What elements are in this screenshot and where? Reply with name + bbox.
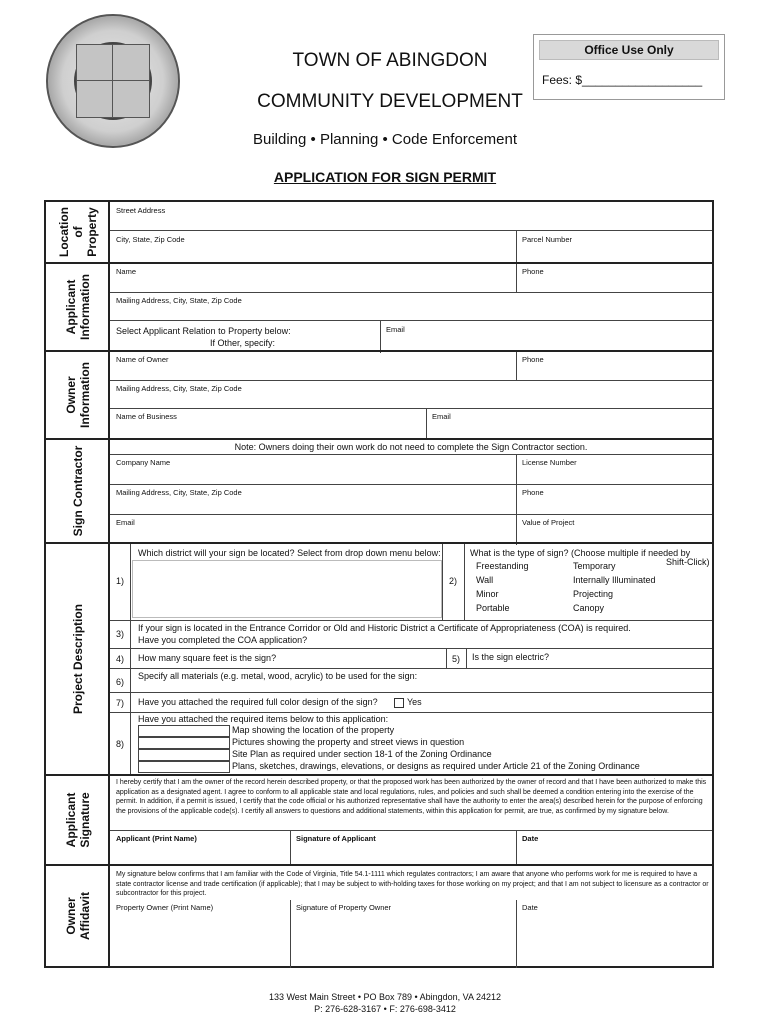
owner-phone-field[interactable]: Phone [522, 355, 544, 364]
section-label: Project Description [71, 603, 85, 715]
divider [290, 900, 291, 968]
department-title: COMMUNITY DEVELOPMENT [257, 91, 523, 112]
divider [130, 621, 131, 649]
divider [442, 544, 443, 620]
divider [130, 649, 131, 669]
attachment-checkbox[interactable] [138, 749, 230, 761]
coa-completed-question[interactable]: Have you completed the COA application? [138, 635, 308, 645]
design-row [110, 692, 712, 712]
sqft-row [110, 648, 712, 668]
section-label: Sign Contractor [71, 445, 85, 537]
form-title: APPLICATION FOR SIGN PERMIT [273, 169, 497, 185]
sign-type-option[interactable]: Internally Illuminated [573, 575, 656, 585]
sign-type-option[interactable]: Temporary [573, 561, 616, 571]
affidavit-section [46, 864, 712, 966]
applicant-phone-field[interactable]: Phone [522, 267, 544, 276]
owner-section [46, 350, 712, 438]
office-use-box [533, 34, 725, 100]
field-label: Mailing Address, City, State, Zip Code [116, 384, 242, 393]
attachments-row [110, 712, 712, 774]
design-yes-checkbox[interactable] [394, 697, 422, 708]
relation-select[interactable]: Select Applicant Relation to Property below: [116, 326, 291, 336]
section-label: Owner Information [64, 362, 92, 428]
divider [426, 409, 427, 439]
divider [130, 713, 131, 775]
applicant-date-field[interactable]: Date [522, 834, 539, 843]
design-question: Have you attached the required full color design of the sign? [138, 697, 378, 707]
sign-type-list[interactable] [466, 558, 712, 620]
checkbox-icon [394, 698, 404, 708]
divider [464, 544, 465, 620]
divider [130, 669, 131, 693]
owner-name-row [110, 352, 712, 380]
footer-phone: P: 276-628-3167 • F: 276-698-3412 [314, 1004, 456, 1014]
owner-print-name-field[interactable]: Property Owner (Print Name) [116, 903, 214, 912]
attachment-item: Pictures showing the property and street views in question [232, 737, 465, 747]
field-label: Street Address [116, 206, 166, 215]
applicant-email-field[interactable]: Email [386, 325, 405, 334]
question-number: 2) [449, 576, 458, 586]
question-number: 7) [116, 698, 125, 708]
materials-row [110, 668, 712, 692]
permit-form [44, 200, 714, 968]
fees-field[interactable]: Fees: $__________________ [542, 73, 703, 87]
signature-row [110, 830, 712, 864]
business-name-field[interactable]: Name of Business [116, 412, 177, 421]
applicant-mailing-field[interactable] [110, 292, 712, 320]
project-side [46, 544, 110, 774]
seal-shield [74, 42, 152, 120]
sign-type-option[interactable]: Freestanding [476, 561, 529, 571]
page-subtitle: Building • Planning • Code Enforcement [253, 131, 517, 148]
office-use-header: Office Use Only [539, 40, 719, 60]
owner-business-row [110, 408, 712, 438]
divider [516, 485, 517, 515]
project-value-field[interactable]: Value of Project [522, 518, 575, 527]
owner-name-field[interactable]: Name of Owner [116, 355, 169, 364]
sign-type-option[interactable]: Canopy [573, 603, 605, 613]
attachment-item: Site Plan as required under section 18-1 of the Zoning Ordinance [232, 749, 492, 759]
district-question: Which district will your sign be located? Select from drop down menu below: [138, 548, 441, 558]
applicant-name-field[interactable]: Name [116, 267, 137, 276]
divider [516, 831, 517, 865]
section-label: Applicant Information [64, 274, 92, 340]
footer [0, 991, 770, 1015]
contractor-side [46, 440, 110, 542]
seal-quarter [112, 44, 150, 82]
contractor-email-row [110, 514, 712, 544]
sign-type-option[interactable]: Projecting [573, 589, 614, 599]
divider [516, 264, 517, 292]
owner-signature-field[interactable]: Signature of Property Owner [296, 903, 392, 912]
attachment-checkbox[interactable] [138, 761, 230, 773]
location-side [46, 202, 110, 262]
coa-question: If your sign is located in the Entrance Corridor or Old and Historic District a Certificate of Appropriateness (COA) is required. [138, 623, 631, 633]
sign-type-option[interactable]: Minor [476, 589, 499, 599]
owner-mailing-field[interactable] [110, 380, 712, 408]
applicant-side [46, 264, 110, 350]
district-dropdown[interactable] [132, 560, 442, 618]
footer-address: 133 West Main Street • PO Box 789 • Abingdon, VA 24212 [268, 992, 502, 1002]
page-title: TOWN OF ABINGDON [292, 50, 488, 71]
divider [466, 649, 467, 669]
materials-question[interactable]: Specify all materials (e.g. metal, wood, acrylic) to be used for the sign: [138, 671, 418, 681]
divider [516, 231, 517, 263]
affidavit-text: My signature below confirms that I am familiar with the Code of Virginia, Title 54.1-1111 which regulates contractors; I am aware that anyone who performs work for me is required to have a state contractor license and trade certification (if applicable); that I may be subject to with-holding taxes for those working on my project; and that I am not subject to licensure as a contractor or subcontractor for this project. [116, 871, 709, 897]
city-row [110, 230, 712, 262]
attachment-checkbox[interactable] [138, 725, 230, 737]
divider [516, 900, 517, 968]
city-field[interactable]: City, State, Zip Code [116, 235, 185, 244]
project-section [46, 542, 712, 774]
sign-type-hint: Shift-Click) [666, 557, 710, 567]
owner-email-field[interactable]: Email [432, 412, 451, 421]
signature-side [46, 776, 110, 864]
question-number: 6) [116, 677, 125, 687]
field-label: Mailing Address, City, State, Zip Code [116, 296, 242, 305]
attachments-question: Have you attached the required items below to this application: [138, 714, 389, 724]
contractor-phone-field[interactable]: Phone [522, 488, 544, 497]
affidavit-side [46, 866, 110, 966]
applicant-signature-field[interactable]: Signature of Applicant [296, 834, 376, 843]
applicant-section [46, 262, 712, 350]
certification-text: I hereby certify that I am the owner of the record herein described property, or that the proposed work has been authorized by the owner of record and that I have been authorized to make this application as a designated agent. I agree to conform to all applicable state and local regulations, rules, and policies and such shall be deemed a condition entering into the exercise of the permit. In addition, if a permit is issued, I certify that the code official or his authorized representative shall have the authority to enter the area(s) described herein for the purpose of enforcing the provisions of the applicable code(s). I certify all answers to questions and additional statements, within this application for permit, are true, as confirmed by my signature below. [116, 779, 707, 815]
attachment-item: Plans, sketches, drawings, elevations, or designs as required under Article 21 of the Zoning Ordinance [232, 761, 640, 771]
company-name-field[interactable]: Company Name [116, 458, 171, 467]
contractor-note: Note: Owners doing their own work do not need to complete the Sign Contractor section. [234, 442, 588, 452]
coa-row [110, 620, 712, 648]
divider [290, 831, 291, 865]
question-number: 5) [452, 654, 461, 664]
parcel-field[interactable]: Parcel Number [522, 235, 573, 244]
sqft-question[interactable]: How many square feet is the sign? [138, 653, 277, 663]
company-row [110, 454, 712, 484]
street-address-field[interactable] [110, 202, 712, 230]
applicant-name-row [110, 264, 712, 292]
contractor-mailing-row [110, 484, 712, 514]
seal-quarter [76, 80, 114, 118]
divider [130, 693, 131, 713]
contractor-email-field[interactable]: Email [116, 518, 135, 527]
owner-side [46, 352, 110, 438]
divider [380, 321, 381, 353]
electric-question[interactable]: Is the sign electric? [472, 652, 550, 662]
location-section [46, 202, 712, 262]
contractor-section [46, 438, 712, 542]
question-number: 8) [116, 739, 125, 749]
other-specify-field[interactable]: If Other, specify: [210, 338, 276, 348]
section-label: Applicant Signature [64, 792, 92, 848]
question-number: 3) [116, 629, 125, 639]
divider [516, 352, 517, 380]
question-number: 4) [116, 654, 125, 664]
divider [516, 515, 517, 545]
section-label: Owner Affidavit [64, 892, 92, 940]
owner-date-field[interactable]: Date [522, 903, 538, 912]
section-label: Location of Property [57, 207, 99, 257]
seal-quarter [112, 80, 150, 118]
attachment-item: Map showing the location of the property [232, 725, 395, 735]
contractor-mailing-field[interactable]: Mailing Address, City, State, Zip Code [116, 488, 242, 497]
attachment-checkbox[interactable] [138, 737, 230, 749]
town-seal [46, 14, 180, 148]
seal-quarter [76, 44, 114, 82]
license-number-field[interactable]: License Number [522, 458, 577, 467]
signature-section [46, 774, 712, 864]
sign-type-question: What is the type of sign? (Choose multiple if needed by [470, 548, 691, 558]
sign-type-option[interactable]: Wall [476, 575, 494, 585]
applicant-relation-row [110, 320, 712, 352]
applicant-print-name-field[interactable]: Applicant (Print Name) [116, 834, 197, 843]
sign-type-option[interactable]: Portable [476, 603, 510, 613]
checkbox-label: Yes [407, 697, 422, 707]
divider [130, 544, 131, 620]
affidavit-signature-row [110, 900, 712, 968]
divider [446, 649, 447, 669]
question-number: 1) [116, 576, 125, 586]
divider [516, 455, 517, 485]
